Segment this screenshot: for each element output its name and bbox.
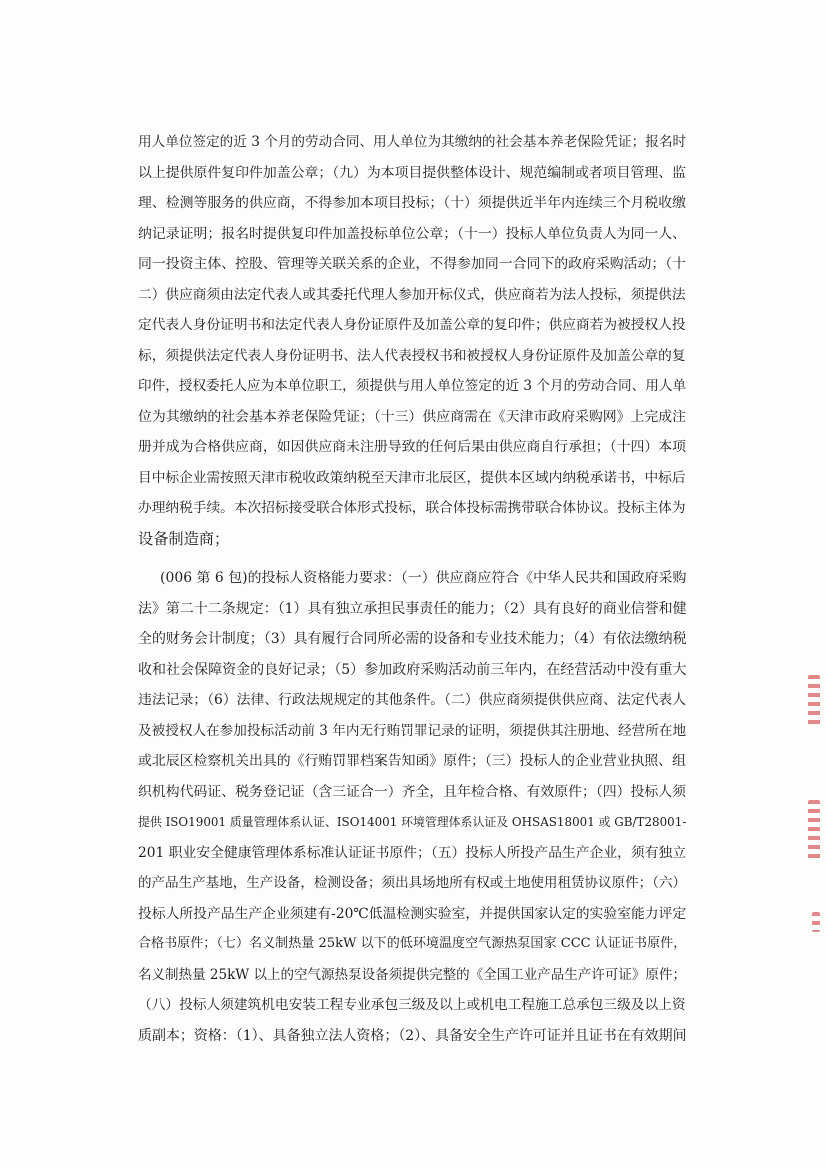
text-line: 同一投资主体、控股、管理等关联关系的企业，不得参加同一合同下的政府采购活动；（十 (138, 256, 687, 272)
text-line: 质副本；资格：（1）、具备独立法人资格；（2）、具备安全生产许可证并且证书在有效期间 (138, 1027, 687, 1044)
seal-stamp-mark (808, 800, 820, 860)
paragraph-first-line: (006 第 6 包)的投标人资格能力要求：（一）供应商应符合《中华人民共和国政府采购 (160, 570, 687, 586)
text-line: 以上提供原件复印件加盖公章；（九）为本项目提供整体设计、规范编制或者项目管理、监 (138, 164, 687, 181)
seal-stamp-mark (808, 675, 820, 727)
seal-stamp-mark (812, 912, 820, 932)
text-line: 用人单位签定的近 3 个月的劳动合同、用人单位为其缴纳的社会基本养老保险凭证；报名时 (138, 134, 687, 150)
text-line: 合格书原件；（七）名义制热量 25kW 以下的低环境温度空气源热泵国家 CCC 认证证书原件， (138, 936, 687, 951)
text-line: 收和社会保障资金的良好记录；（5）参加政府采购活动前三年内，在经营活动中没有重大 (138, 661, 687, 678)
text-line: 及被授权人在参加投标活动前 3 年内无行贿罚罪记录的证明，须提供其注册地、经营所在地 (138, 722, 687, 739)
text-line: 全的财务会计制度；（3）具有履行合同所必需的设备和专业技术能力；（4）有依法缴纳税 (138, 631, 687, 647)
text-line: 设备制造商； (138, 529, 230, 548)
text-line: 违法记录；（6）法律、行政法规规定的其他条件。（二）供应商须提供供应商、法定代表人 (138, 692, 687, 708)
text-line: 提供 ISO19001 质量管理体系认证、ISO14001 环境管理体系认证及 OHSAS18001 或 GB/T28001- (138, 815, 687, 829)
text-line: （八）投标人须建筑机电安装工程专业承包三级及以上或机电工程施工总承包三级及以上资 (138, 997, 686, 1013)
text-line: 册并成为合格供应商，如因供应商未注册导致的任何后果由供应商自行承担；（十四）本项 (138, 439, 687, 455)
text-line: 201 职业安全健康管理体系标准认证证书原件；（五）投标人所投产品生产企业，须有独立 (138, 844, 687, 861)
text-line: 纳记录证明；报名时提供复印件加盖投标单位公章；（十一）投标人单位负责人为同一人、 (138, 225, 687, 242)
text-line: 位为其缴纳的社会基本养老保险凭证；（十三）供应商需在《天津市政府采购网》上完成注 (138, 408, 687, 425)
text-line: 法》第二十二条规定：（1）具有独立承担民事责任的能力；（2）具有良好的商业信誉和健 (138, 600, 687, 617)
text-line: 标，须提供法定代表人身份证明书、法人代表授权书和被授权人身份证原件及加盖公章的复 (138, 347, 686, 364)
text-line: 或北辰区检察机关出具的《行贿罚罪档案告知函》原件；（三）投标人的企业营业执照、组 (138, 753, 687, 769)
text-line: 的产品生产基地，生产设备，检测设备；须出具场地所有权或土地使用租赁协议原件；（六） (138, 875, 687, 891)
text-line: 织机构代码证、税务登记证（含三证合一）齐全，且年检合格、有效原件；（四）投标人须 (138, 783, 687, 800)
text-line: 印件，授权委托人应为本单位职工，须提供与用人单位签定的近 3 个月的劳动合同、用人单 (138, 378, 687, 394)
text-line: 理、检测等服务的供应商，不得参加本项目投标；（十）须提供近半年内连续三个月税收缴 (138, 195, 687, 211)
text-line: 投标人所投产品生产企业须建有-20℃低温检测实验室，并提供国家认定的实验室能力评定 (138, 905, 687, 922)
text-line: 办理纳税手续。本次招标接受联合体形式投标，联合体投标需携带联合体协议。投标主体为 (138, 500, 686, 516)
text-line: 目中标企业需按照天津市税收政策纳税至天津市北辰区，提供本区域内纳税承诺书，中标后 (138, 469, 686, 486)
text-line: 名义制热量 25kW 以上的空气源热泵设备须提供完整的《全国工业产品生产许可证》原件； (138, 966, 686, 983)
text-line: 定代表人身份证明书和法定代表人身份证原件及加盖公章的复印件；供应商若为被授权人投 (138, 317, 686, 333)
text-line: 二）供应商须由法定代表人或其委托代理人参加开标仪式，供应商若为法人投标，须提供法 (138, 286, 686, 303)
